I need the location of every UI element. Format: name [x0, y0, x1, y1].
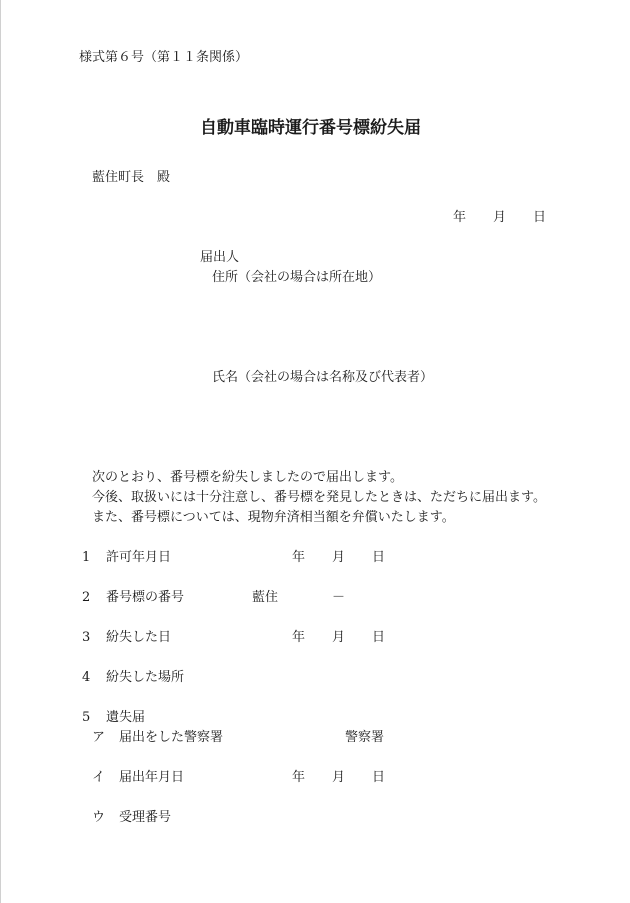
lost-date-year: 年 [292, 630, 306, 645]
sub-item-mark: イ [92, 770, 106, 785]
date-month: 月 [493, 210, 507, 225]
item-number: 3 [82, 630, 91, 645]
body-line: また、番号標については、現物弁済相当額を弁償いたします。 [92, 510, 455, 525]
body-line: 次のとおり、番号標を紛失しましたので届出します。 [92, 470, 403, 485]
item-number: 5 [82, 710, 91, 725]
body-line: 今後、取扱いには十分注意し、番号標を発見したときは、ただちに届出ます。 [92, 490, 546, 505]
receipt-number-label: 受理番号 [119, 810, 172, 825]
report-date-year: 年 [292, 770, 306, 785]
form-number: 様式第６号（第１１条関係） [79, 50, 249, 65]
permit-date-day: 日 [372, 550, 386, 565]
sub-item-mark: ウ [92, 810, 106, 825]
applicant-address-label: 住所（会社の場合は所在地） [212, 270, 382, 285]
item-number: 1 [82, 550, 91, 565]
permit-date-label: 許可年月日 [106, 550, 172, 565]
lost-date-day: 日 [372, 630, 386, 645]
report-date-day: 日 [372, 770, 386, 785]
document-title: 自動車臨時運行番号標紛失届 [200, 118, 421, 138]
police-station-suffix: 警察署 [345, 730, 385, 745]
plate-number-prefix: 藍住 [252, 590, 279, 605]
permit-date-year: 年 [292, 550, 306, 565]
report-date-month: 月 [332, 770, 346, 785]
lost-date-month: 月 [332, 630, 346, 645]
date-day: 日 [533, 210, 547, 225]
report-date-label: 届出年月日 [119, 770, 185, 785]
permit-date-month: 月 [332, 550, 346, 565]
sub-item-mark: ア [92, 730, 106, 745]
plate-number-dash: － [332, 590, 346, 605]
item-number: 4 [82, 670, 91, 685]
page-edge [0, 0, 1, 903]
applicant-label: 届出人 [200, 250, 240, 265]
lost-place-label: 紛失した場所 [106, 670, 185, 685]
applicant-name-label: 氏名（会社の場合は名称及び代表者） [212, 370, 434, 385]
date-year: 年 [453, 210, 467, 225]
plate-number-label: 番号標の番号 [106, 590, 185, 605]
lost-report-label: 遺失届 [106, 710, 146, 725]
lost-date-label: 紛失した日 [106, 630, 172, 645]
police-station-label: 届出をした警察署 [119, 730, 224, 745]
item-number: 2 [82, 590, 91, 605]
addressee: 藍住町長 殿 [92, 170, 171, 185]
